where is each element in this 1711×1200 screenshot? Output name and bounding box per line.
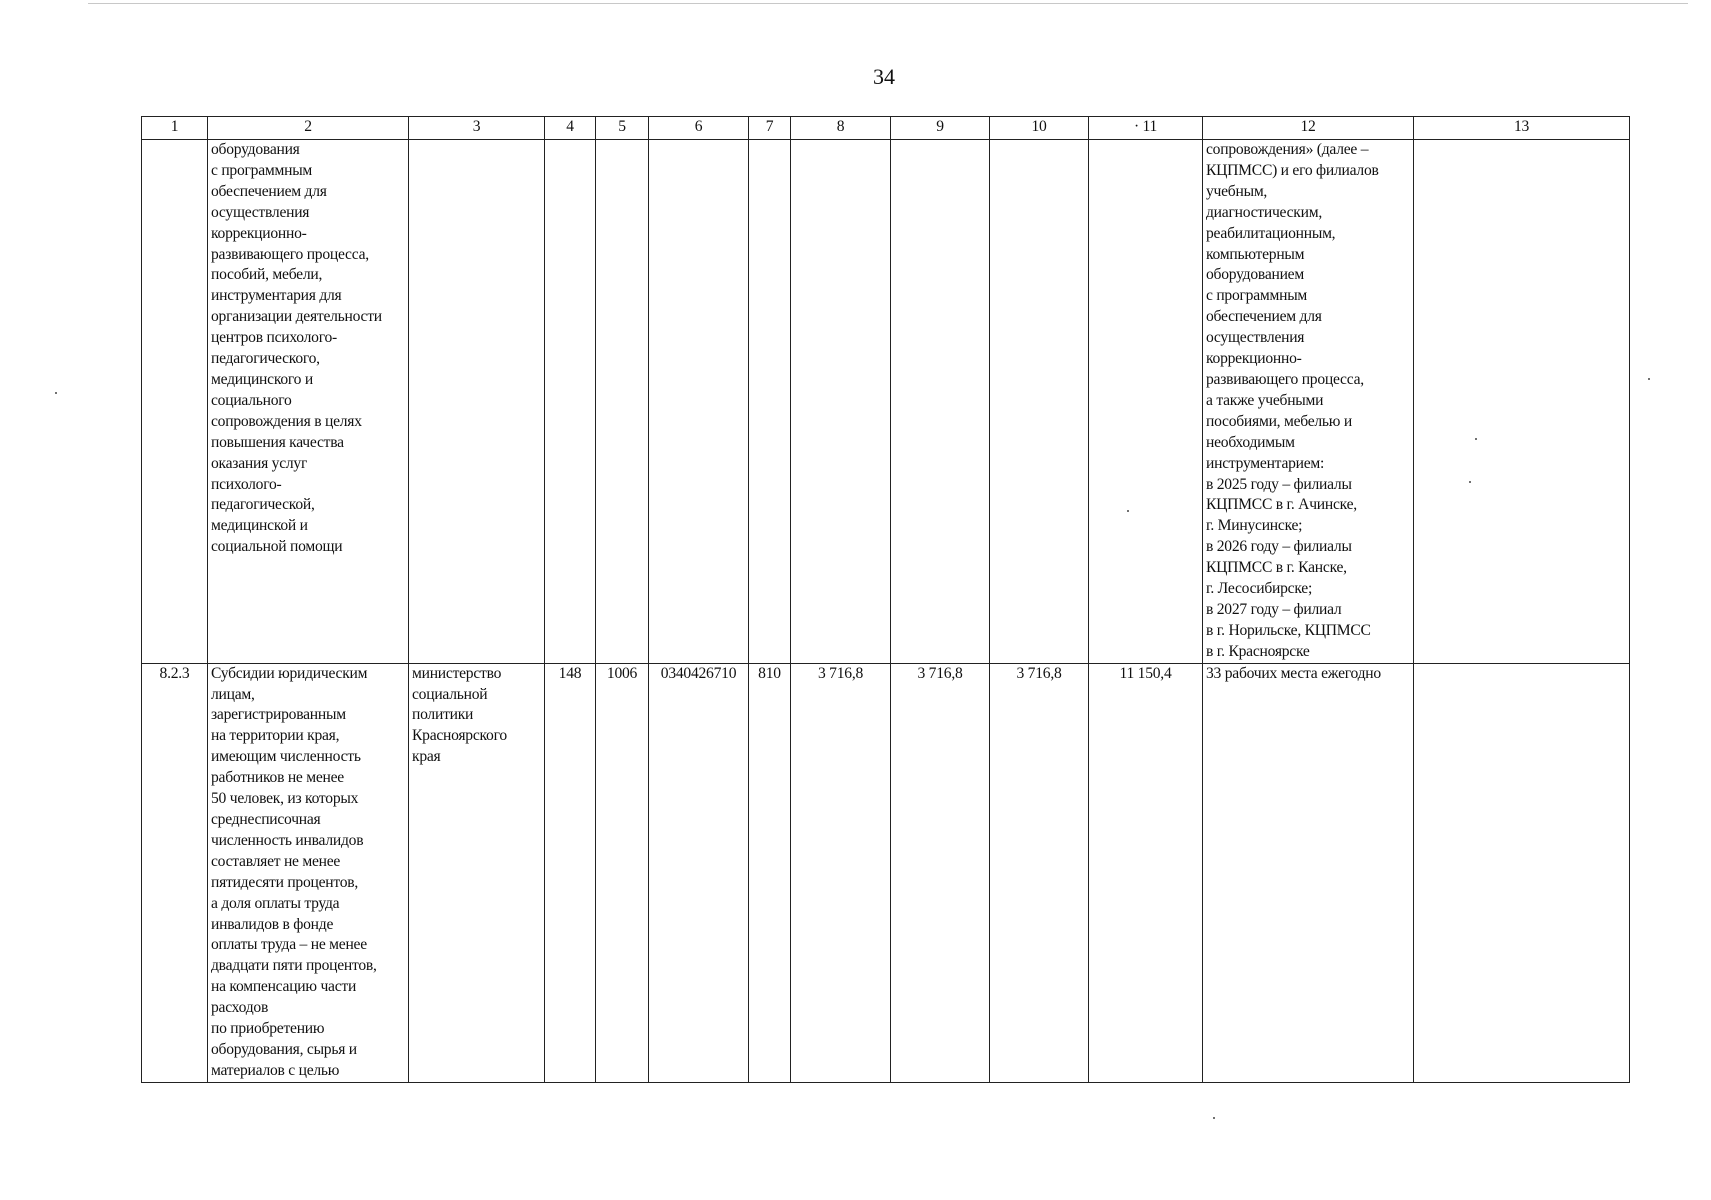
expected-result-cell: 33 рабочих места ежегодно	[1203, 663, 1414, 1082]
cell-col4: 148	[545, 663, 596, 1082]
cell-col7: 810	[749, 663, 791, 1082]
data-table	[141, 116, 1630, 1083]
row-number-cell	[142, 140, 208, 664]
cell-col9: 3 716,8	[891, 663, 990, 1082]
page-number: 34	[873, 64, 895, 89]
cell-col13	[1414, 663, 1630, 1082]
column-header: 6	[649, 117, 749, 140]
column-header: 13	[1414, 117, 1630, 140]
column-header: 9	[891, 117, 990, 140]
column-header: 7	[749, 117, 791, 140]
scan-speck	[55, 392, 57, 394]
scan-speck	[1213, 1117, 1215, 1119]
cell-col4	[545, 140, 596, 664]
cell-col10	[990, 140, 1089, 664]
scan-top-edge	[88, 3, 1688, 4]
cell-col11: 11 150,4	[1089, 663, 1203, 1082]
cell-col7	[749, 140, 791, 664]
cell-col5	[596, 140, 649, 664]
scan-speck	[1648, 378, 1650, 380]
column-header: 2	[208, 117, 409, 140]
cell-col6	[649, 140, 749, 664]
column-header: 5	[596, 117, 649, 140]
cell-col9	[891, 140, 990, 664]
column-header: 3	[409, 117, 545, 140]
column-header: 12	[1203, 117, 1414, 140]
measure-name-cell: Субсидии юридическим лицам, зарегистрированным на территории края, имеющим численность работников не менее 50 человек, из которых среднесписочная численность инвалидов составляет не менее пятидесяти процентов, а доля оплаты труда инвалидов в фонде оплаты труда – не менее двадцати пяти процентов, на компенсацию части расходов по приобретению оборудования, сырья и материалов с целью	[208, 663, 409, 1082]
cell-col10: 3 716,8	[990, 663, 1089, 1082]
cell-col11	[1089, 140, 1203, 664]
row-number-cell: 8.2.3	[142, 663, 208, 1082]
column-header: 1	[142, 117, 208, 140]
cell-col5: 1006	[596, 663, 649, 1082]
column-header: 4	[545, 117, 596, 140]
column-header: · 11	[1089, 117, 1203, 140]
expected-result-cell: сопровождения» (далее – КЦПМСС) и его филиалов учебным, диагностическим, реабилитационным, компьютерным оборудованием с программным обеспечением для осуществления коррекционно- развивающего процесса, а также учебными пособиями, мебелью и необходимым инструментарием: в 2025 году – филиалы КЦПМСС в г. Ачинске, г. Минусинске; в 2026 году – филиалы КЦПМСС в г. Канске, г. Лесосибирске; в 2027 году – филиал в г. Норильске, КЦПМСС в г. Красноярске	[1203, 140, 1414, 664]
cell-col8	[791, 140, 891, 664]
cell-col13	[1414, 140, 1630, 664]
cell-col6: 0340426710	[649, 663, 749, 1082]
responsible-cell: министерство социальной политики Красноярского края	[409, 663, 545, 1082]
responsible-cell	[409, 140, 545, 664]
table-row	[142, 140, 1630, 664]
column-number-row	[142, 117, 1630, 140]
column-header: 10	[990, 117, 1089, 140]
cell-col8: 3 716,8	[791, 663, 891, 1082]
measure-name-cell: оборудования с программным обеспечением для осуществления коррекционно- развивающего процесса, пособий, мебели, инструментария для организации деятельности центров психолого- педагогического, медицинского и социального сопровождения в целях повышения качества оказания услуг психолого- педагогической, медицинской и социальной помощи	[208, 140, 409, 664]
column-header: 8	[791, 117, 891, 140]
table-row	[142, 663, 1630, 1082]
